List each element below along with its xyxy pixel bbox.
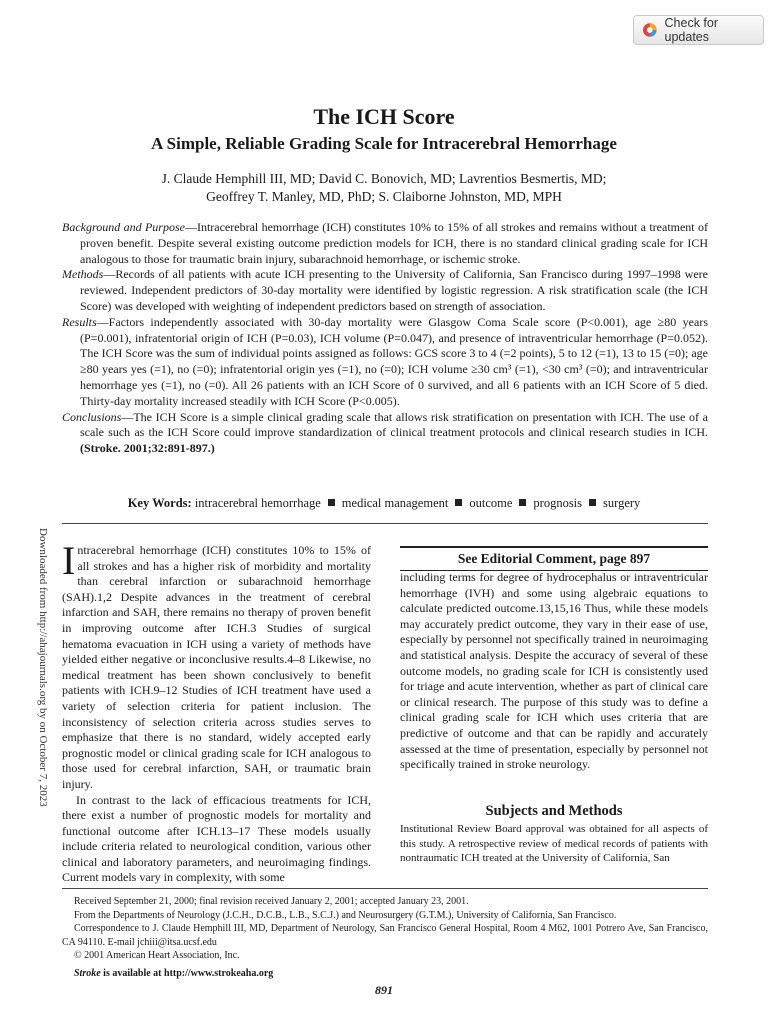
keyword: medical management — [341, 496, 449, 510]
second-paragraph: In contrast to the lack of efficacious treatments for ICH, there exist a number of prognostic models for mortality and functional outcome after ICH.13–17 These models usually include criteria related to neurological condition, various other clinical and laboratory parameters, and neuroimaging findings. Current models vary in complexity, with some — [62, 792, 371, 885]
abstract-conclusions-text: —The ICH Score is a simple clinical grading scale that allows risk stratification on presentation with ICH. The use of a scale such as the ICH Score could improve standardization of clinical treatment protocols and clinical research studies in ICH. — [80, 409, 708, 440]
editorial-comment-box: See Editorial Comment, page 897 — [400, 546, 708, 571]
check-for-updates-icon — [642, 22, 658, 38]
keywords-label: Key Words: — [127, 496, 192, 510]
footnotes — [62, 895, 708, 980]
abstract-citation: (Stroke. 2001;32:891-897.) — [80, 441, 215, 456]
footnote-copyright: © 2001 American Heart Association, Inc. — [74, 950, 240, 961]
abstract-results-text: —Factors independently associated with 30-day mortality were Glasgow Coma Scale score (P<0.001), age ≥80 years (P=0.001), infratentorial origin of ICH (P=0.03), ICH volume (P=0.047), and presence of intraventricular hemorrhage (P=0.052). The ICH Score was the sum of individual points assigned as follows: GCS score 3 to 4 (=2 points), 5 to 12 (=1), 13 to 15 (=0); age ≥80 years yes (=1), no (=0); infratentorial origin yes (=1), no (=0); ICH volume ≥30 cm³ (=1), <30 cm³ (=0); and intraventricular hemorrhage yes (=1), no (=0). All 26 patients with an ICH Score of 0 survived, and all 6 patients with an ICH Score of 5 died. Thirty-day mortality increased steadily with ICH Score (P<0.005). — [80, 314, 708, 408]
keyword-separator — [328, 499, 335, 506]
right-column — [400, 570, 708, 773]
drop-cap: I — [62, 538, 76, 583]
keyword-separator — [455, 499, 462, 506]
intro-paragraph-text: ntracerebral hemorrhage (ICH) constitutes 10% to 15% of all strokes and has a higher risk of morbidity and mortality than cerebral infarction or subarachnoid hemorrhage (SAH).1,2 Despite advances in the treatment of cerebral infarction and SAH, there remains no therapy of proven benefit in improving outcome after ICH.3 Studies of surgical hematoma evacuation in ICH using a variety of methods have yielded either negative or inconclusive results.4–8 Likewise, no medical treatment has been shown conclusively to benefit patients with ICH.9–12 Studies of ICH treatment have used a variety of selection criteria for patient inclusion. The inconsistency of selection criteria across studies serves to emphasize that there is no standard, widely accepted early prognostic model or clinical grading scale for ICH analogous to those used for cerebral infarction, SAH, or traumatic brain injury. — [62, 543, 371, 791]
abstract-results-label: Results — [62, 314, 97, 329]
footnote-divider — [62, 888, 708, 889]
abstract-methods-text: —Records of all patients with acute ICH presenting to the University of California, San Francisco during 1997–1998 were reviewed. Independent predictors of 30-day mortality were identified by logistic regression. A risk stratification scale (the ICH Score) was developed with weighting of independent predictors based on strength of association. — [80, 267, 708, 313]
authors-line-1: J. Claude Hemphill III, MD; David C. Bonovich, MD; Lavrentios Besmertis, MD; — [161, 171, 607, 186]
check-for-updates-label: Check for updates — [664, 16, 719, 44]
abstract-conclusions-label: Conclusions — [62, 409, 122, 424]
footnote-affiliations: From the Departments of Neurology (J.C.H., D.C.B., L.B., S.C.J.) and Neurosurgery (G.T.M.), University of California, San Francisco. — [74, 909, 617, 921]
journal-name: Stroke — [74, 967, 101, 979]
right-column-paragraph: including terms for degree of hydrocephalus or intraventricular hemorrhage (IVH) and some using algebraic equations to calculate predicted outcome.13,15,16 Thus, while these models may accurately predict outcome, they vary in their ease of use, especially by personnel not specifically trained in neuroimaging and statistical analysis. Despite the accuracy of several of these outcome models, no grading scale for ICH is consistently used for triage and acute intervention, whether as part of clinical care or clinical research. The purpose of this study was to define a clinical grading scale for ICH which uses criteria that are predictive of outcome and that can be rapidly and accurately assessed at the time of presentation, especially by personnel not specifically trained in stroke neurology. — [400, 570, 708, 772]
abstract-background — [62, 220, 708, 267]
journal-availability: is available at http://www.strokeaha.org — [100, 967, 274, 979]
abstract-conclusions — [62, 410, 708, 457]
keyword: intracerebral hemorrhage — [194, 496, 321, 510]
author-list — [0, 170, 768, 206]
keywords — [0, 496, 768, 511]
abstract-methods — [62, 267, 708, 314]
page-number: 891 — [375, 983, 393, 997]
download-watermark: Downloaded from http://ahajournals.org by on October 7, 2023 — [37, 528, 49, 807]
abstract-background-label: Background and Purpose — [62, 220, 185, 234]
section-text — [400, 822, 708, 866]
footnote-availability — [62, 967, 708, 981]
keyword-separator — [589, 499, 596, 506]
footnote-received: Received September 21, 2000; final revision received January 2, 2001; accepted January 23, 2001. — [74, 896, 469, 907]
left-column — [62, 538, 371, 886]
header-divider — [62, 523, 708, 524]
abstract-background-text: —Intracerebral hemorrhage (ICH) constitutes 10% to 15% of all strokes and remains without a treatment of proven benefit. Despite several existing outcome prediction models for ICH, there is no standard clinical grading scale for ICH analogous to those for traumatic brain injury, subarachnoid hemorrhage, or ischemic stroke. — [80, 220, 709, 266]
section-heading: Subjects and Methods — [485, 803, 623, 819]
authors-line-2: Geoffrey T. Manley, MD, PhD; S. Claiborne Johnston, MD, MPH — [206, 189, 562, 204]
abstract-methods-label: Methods — [62, 267, 104, 282]
keyword: outcome — [469, 496, 513, 510]
keyword: prognosis — [533, 496, 583, 510]
check-for-updates-button[interactable] — [633, 15, 764, 45]
section-paragraph: Institutional Review Board approval was obtained for all aspects of this study. A retrospective review of medical records of patients with nontraumatic ICH treated at the University of California, San — [400, 823, 708, 864]
abstract-results — [62, 315, 708, 410]
intro-paragraph — [62, 538, 371, 793]
keyword: surgery — [603, 496, 641, 510]
abstract — [62, 220, 708, 457]
article-title: The ICH Score — [313, 104, 455, 129]
footnote-correspondence: Correspondence to J. Claude Hemphill III, MD, Department of Neurology, San Francisco General Hospital, Room 4 M62, 1001 Potrero Ave, San Francisco, CA 94110. E-mail jchiii@itsa.ucsf.edu — [62, 923, 708, 948]
keyword-separator — [519, 499, 526, 506]
article-subtitle: A Simple, Reliable Grading Scale for Intracerebral Hemorrhage — [151, 134, 617, 153]
